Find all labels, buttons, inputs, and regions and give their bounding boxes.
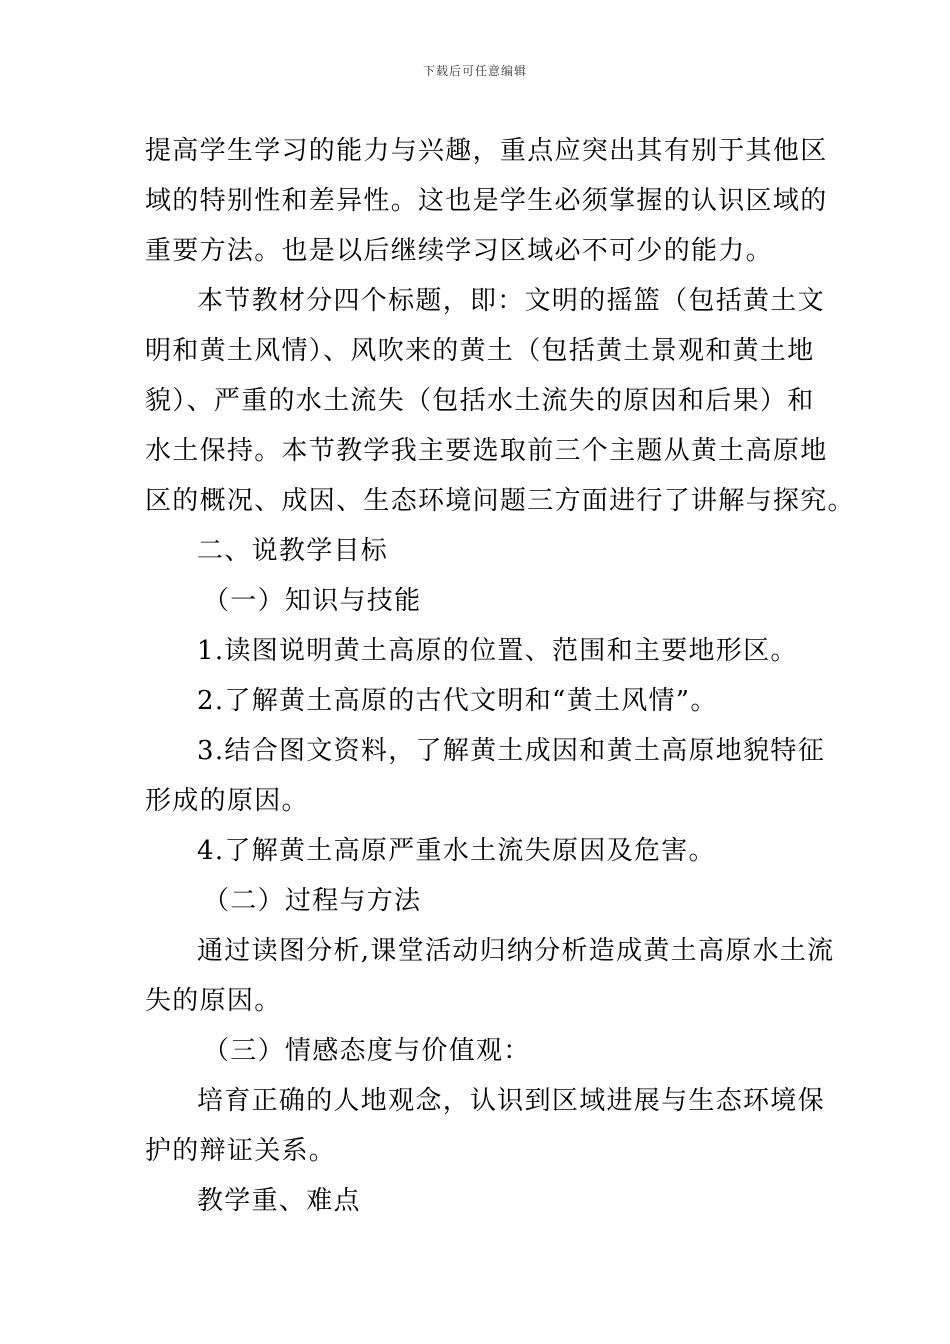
subsection-heading: （一）知识与技能 xyxy=(203,586,422,616)
document-body xyxy=(145,126,855,1226)
subsection-heading: （三）情感态度与价值观： xyxy=(203,1036,531,1066)
paragraph-line: 通过读图分析,课堂活动归纳分析造成黄土高原水土流 xyxy=(197,936,835,966)
paragraph-line: 培育正确的人地观念，认识到区域进展与生态环境保 xyxy=(197,1086,825,1116)
paragraph-line: 区的概况、成因、生态环境问题三方面进行了讲解与探究。 xyxy=(145,486,855,516)
section-heading: 二、说教学目标 xyxy=(197,536,389,566)
paragraph-line: 水土保持。本节教学我主要选取前三个主题从黄土高原地 xyxy=(145,436,828,466)
paragraph-line: 本节教材分四个标题，即：文明的摇篮（包括黄土文 xyxy=(197,286,825,316)
subsection-heading: （二）过程与方法 xyxy=(203,886,422,916)
paragraph-line: 提高学生学习的能力与兴趣，重点应突出其有别于其他区 xyxy=(145,136,828,166)
paragraph-line: 重要方法。也是以后继续学习区域必不可少的能力。 xyxy=(145,236,773,266)
section-heading: 教学重、难点 xyxy=(197,1186,361,1216)
paragraph-line: 域的特别性和差异性。这也是学生必须掌握的认识区域的 xyxy=(145,186,828,216)
list-item: 2.了解黄土高原的古代文明和“黄土风情”。 xyxy=(197,686,718,716)
page-header-note: 下载后可任意编辑 xyxy=(422,64,527,78)
list-item: 3.结合图文资料，了解黄土成因和黄土高原地貌特征 xyxy=(197,736,826,766)
paragraph-line: 明和黄土风情）、风吹来的黄土（包括黄土景观和黄土地 xyxy=(145,336,815,366)
list-item: 4.了解黄土高原严重水土流失原因及危害。 xyxy=(197,836,716,866)
paragraph-line: 护的辩证关系。 xyxy=(145,1136,337,1166)
list-item: 1.读图说明黄土高原的位置、范围和主要地形区。 xyxy=(197,636,798,666)
list-item-continuation: 形成的原因。 xyxy=(145,786,309,816)
paragraph-line: 失的原因。 xyxy=(145,986,282,1016)
paragraph-line: 貌）、严重的水土流失（包括水土流失的原因和后果）和 xyxy=(145,386,815,416)
